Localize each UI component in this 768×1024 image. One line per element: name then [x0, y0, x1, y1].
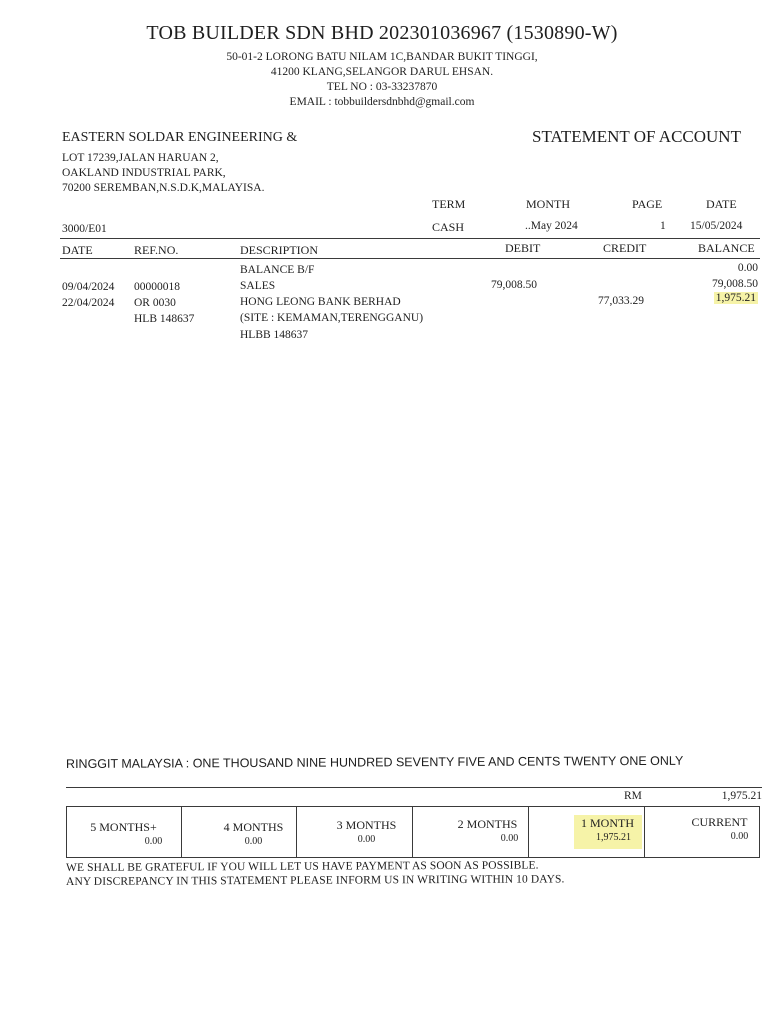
aging-label-1-month: 1 MONTH: [581, 816, 634, 830]
payment-note: WE SHALL BE GRATEFUL IF YOU WILL LET US HAVE PAYMENT AS SOON AS POSSIBLE.: [66, 859, 539, 874]
table-row-debit: 79,008.50: [491, 279, 537, 291]
table-row-balance-highlighted: [660, 292, 758, 304]
table-row-description: SALES: [240, 280, 276, 292]
amount-in-words: RINGGIT MALAYSIA : ONE THOUSAND NINE HUNDRED SEVENTY FIVE AND CENTS TWENTY ONE ONLY: [66, 753, 684, 771]
col-header-ref: REF.NO.: [134, 243, 179, 257]
aging-value-2-months: 0.00: [500, 833, 519, 844]
account-code: 3000/E01: [62, 223, 107, 235]
month-label: MONTH: [526, 197, 570, 211]
customer-address-line1: LOT 17239,JALAN HARUAN 2,: [62, 152, 219, 164]
col-header-description: DESCRIPTION: [240, 243, 319, 257]
table-row-description: HLBB 148637: [240, 329, 309, 341]
aging-label-2-months: 2 MONTHS: [457, 817, 518, 831]
table-row-ref: OR 0030: [134, 297, 176, 309]
highlight-mark: 1,975.21: [715, 292, 756, 304]
company-address-line1: 50-01-2 LORONG BATU NILAM 1C,BANDAR BUKIT TINGGI,: [226, 51, 538, 63]
total-amount: 1,975.21: [721, 790, 762, 802]
header-bottom-rule: [60, 258, 760, 259]
col-header-credit: CREDIT: [603, 241, 647, 255]
month-value: ..May 2024: [525, 220, 578, 232]
table-row-balance: 79,008.50: [712, 278, 758, 290]
table-row-ref: HLB 148637: [134, 313, 195, 325]
company-name: TOB BUILDER SDN BHD 202301036967 (1530890-W): [146, 22, 618, 44]
page-label: PAGE: [632, 197, 663, 211]
customer-name: EASTERN SOLDAR ENGINEERING &: [62, 130, 298, 145]
aging-value-current: 0.00: [730, 831, 749, 842]
aging-value-1-month: 1,975.21: [596, 832, 631, 843]
table-row-description: BALANCE B/F: [240, 264, 315, 276]
aging-label-current: CURRENT: [691, 815, 748, 829]
total-top-rule: [66, 787, 762, 788]
date-label: DATE: [706, 197, 737, 211]
aging-value-5-months: 0.00: [144, 836, 163, 847]
discrepancy-note: ANY DISCREPANCY IN THIS STATEMENT PLEASE INFORM US IN WRITING WITHIN 10 DAYS.: [66, 873, 565, 888]
aging-label-3-months: 3 MONTHS: [336, 818, 397, 832]
col-header-date: DATE: [62, 243, 93, 257]
total-currency: RM: [624, 790, 642, 802]
aging-divider: [181, 806, 182, 858]
aging-label-4-months: 4 MONTHS: [223, 820, 284, 834]
table-row-date: 09/04/2024: [62, 281, 115, 293]
document-title: STATEMENT OF ACCOUNT: [532, 127, 741, 146]
table-row-balance: 0.00: [737, 262, 758, 274]
header-top-rule: [60, 238, 760, 239]
customer-address-line2: OAKLAND INDUSTRIAL PARK,: [62, 167, 226, 179]
company-email: EMAIL : tobbuildersdnbhd@gmail.com: [289, 96, 475, 108]
table-row-credit: 77,033.29: [598, 295, 644, 307]
aging-value-4-months: 0.00: [244, 836, 263, 847]
col-header-debit: DEBIT: [505, 241, 541, 255]
table-row-description: HONG LEONG BANK BERHAD: [240, 296, 401, 308]
customer-address-line3: 70200 SEREMBAN,N.S.D.K,MALAYISA.: [62, 182, 265, 194]
aging-value-3-months: 0.00: [357, 834, 376, 845]
table-row-description: (SITE : KEMAMAN,TERENGGANU): [240, 312, 424, 324]
page-value: 1: [660, 220, 666, 232]
term-label: TERM: [432, 197, 466, 211]
company-tel: TEL NO : 03-33237870: [326, 81, 438, 93]
term-value: CASH: [432, 220, 465, 234]
company-address-line2: 41200 KLANG,SELANGOR DARUL EHSAN.: [270, 66, 494, 78]
table-row-ref: 00000018: [134, 281, 180, 293]
table-row-date: 22/04/2024: [62, 297, 115, 309]
date-value: 15/05/2024: [690, 220, 743, 232]
aging-label-5-months: 5 MONTHS+: [90, 820, 157, 834]
col-header-balance: BALANCE: [698, 241, 755, 255]
aging-divider: [528, 806, 529, 858]
